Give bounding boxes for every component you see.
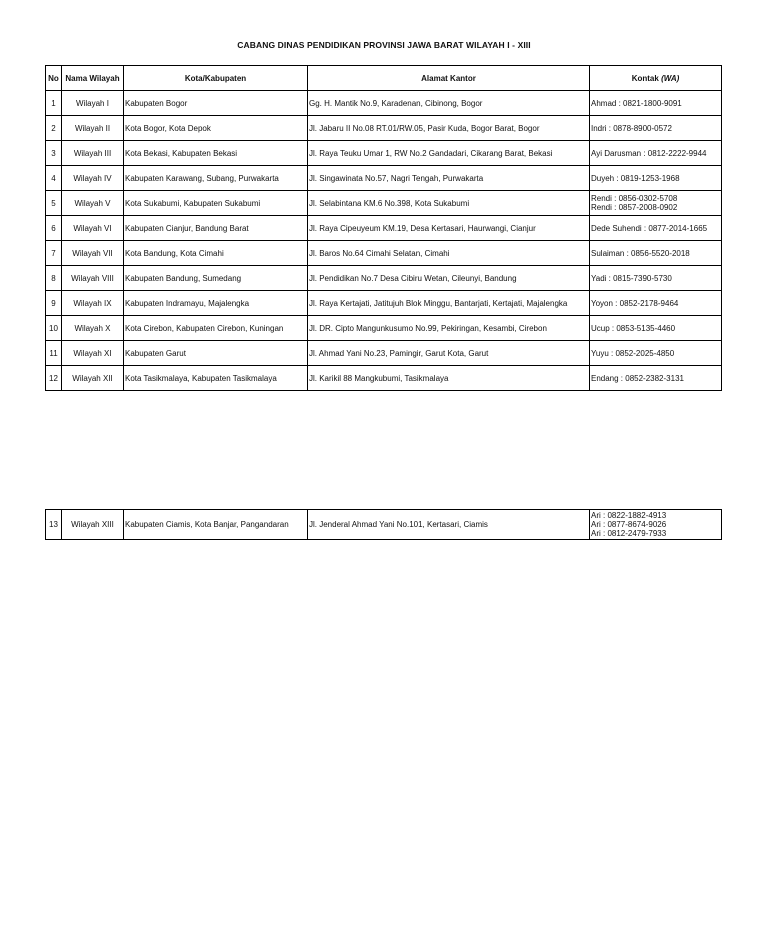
cell-kota: Kabupaten Bogor	[124, 91, 308, 116]
cell-wilayah: Wilayah XII	[62, 366, 124, 391]
cell-kontak: Dede Suhendi : 0877-2014-1665	[590, 216, 722, 241]
cell-no: 10	[46, 316, 62, 341]
table-row	[46, 266, 722, 291]
cell-kontak: Ahmad : 0821-1800-9091	[590, 91, 722, 116]
table-row	[46, 91, 722, 116]
cell-no: 4	[46, 166, 62, 191]
cell-kontak: Duyeh : 0819-1253-1968	[590, 166, 722, 191]
cell-no: 3	[46, 141, 62, 166]
cell-no: 5	[46, 191, 62, 216]
cell-wilayah: Wilayah III	[62, 141, 124, 166]
cell-kota: Kabupaten Bandung, Sumedang	[124, 266, 308, 291]
cell-kontak: Rendi : 0856-0302-5708 Rendi : 0857-2008-0902	[590, 191, 722, 216]
cell-kota: Kabupaten Karawang, Subang, Purwakarta	[124, 166, 308, 191]
table-header-row	[46, 66, 722, 91]
cell-wilayah: Wilayah VIII	[62, 266, 124, 291]
cell-alamat: Jl. Raya Kertajati, Jatitujuh Blok Minggu, Bantarjati, Kertajati, Majalengka	[308, 291, 590, 316]
wilayah-table	[45, 65, 722, 391]
cell-kontak: Yadi : 0815-7390-5730	[590, 266, 722, 291]
header-kota: Kota/Kabupaten	[124, 66, 308, 91]
cell-kota: Kota Sukabumi, Kabupaten Sukabumi	[124, 191, 308, 216]
table-row	[46, 510, 722, 540]
table-row	[46, 291, 722, 316]
cell-wilayah: Wilayah V	[62, 191, 124, 216]
table-row	[46, 116, 722, 141]
cell-no: 1	[46, 91, 62, 116]
cell-no: 9	[46, 291, 62, 316]
cell-alamat: Jl. Raya Cipeuyeum KM.19, Desa Kertasari, Haurwangi, Cianjur	[308, 216, 590, 241]
cell-kontak: Endang : 0852-2382-3131	[590, 366, 722, 391]
cell-no: 12	[46, 366, 62, 391]
cell-kontak: Sulaiman : 0856-5520-2018	[590, 241, 722, 266]
cell-no: 6	[46, 216, 62, 241]
table-row	[46, 241, 722, 266]
table-row	[46, 216, 722, 241]
cell-wilayah: Wilayah II	[62, 116, 124, 141]
cell-alamat: Jl. Ahmad Yani No.23, Pamingir, Garut Kota, Garut	[308, 341, 590, 366]
cell-alamat: Jl. Baros No.64 Cimahi Selatan, Cimahi	[308, 241, 590, 266]
cell-wilayah: Wilayah XIII	[62, 510, 124, 540]
cell-no: 7	[46, 241, 62, 266]
header-no: No	[46, 66, 62, 91]
cell-kontak: Indri : 0878-8900-0572	[590, 116, 722, 141]
header-alamat: Alamat Kantor	[308, 66, 590, 91]
cell-kota: Kabupaten Indramayu, Majalengka	[124, 291, 308, 316]
header-wilayah: Nama Wilayah	[62, 66, 124, 91]
table-row	[46, 166, 722, 191]
cell-kontak: Yoyon : 0852-2178-9464	[590, 291, 722, 316]
table-row	[46, 316, 722, 341]
cell-no: 8	[46, 266, 62, 291]
cell-wilayah: Wilayah VI	[62, 216, 124, 241]
document-title: CABANG DINAS PENDIDIKAN PROVINSI JAWA BARAT WILAYAH I - XIII	[237, 40, 531, 50]
table-row	[46, 191, 722, 216]
cell-kota: Kabupaten Cianjur, Bandung Barat	[124, 216, 308, 241]
cell-no: 2	[46, 116, 62, 141]
cell-no: 13	[46, 510, 62, 540]
table-row	[46, 366, 722, 391]
wilayah-table-continued	[45, 509, 722, 540]
cell-wilayah: Wilayah I	[62, 91, 124, 116]
cell-kontak: Ucup : 0853-5135-4460	[590, 316, 722, 341]
cell-kota: Kota Bogor, Kota Depok	[124, 116, 308, 141]
cell-kontak: Yuyu : 0852-2025-4850	[590, 341, 722, 366]
cell-alamat: Jl. Pendidikan No.7 Desa Cibiru Wetan, Cileunyi, Bandung	[308, 266, 590, 291]
cell-kota: Kota Tasikmalaya, Kabupaten Tasikmalaya	[124, 366, 308, 391]
cell-wilayah: Wilayah XI	[62, 341, 124, 366]
cell-kota: Kota Bandung, Kota Cimahi	[124, 241, 308, 266]
header-kontak: Kontak (WA)	[590, 66, 722, 91]
cell-kota: Kota Cirebon, Kabupaten Cirebon, Kuningan	[124, 316, 308, 341]
cell-alamat: Jl. Singawinata No.57, Nagri Tengah, Purwakarta	[308, 166, 590, 191]
cell-kota: Kabupaten Ciamis, Kota Banjar, Pangandaran	[124, 510, 308, 540]
cell-alamat: Jl. Jenderal Ahmad Yani No.101, Kertasari, Ciamis	[308, 510, 590, 540]
cell-kontak: Ayi Darusman : 0812-2222-9944	[590, 141, 722, 166]
cell-alamat: Jl. DR. Cipto Mangunkusumo No.99, Pekiringan, Kesambi, Cirebon	[308, 316, 590, 341]
cell-alamat: Jl. Raya Teuku Umar 1, RW No.2 Gandadari, Cikarang Barat, Bekasi	[308, 141, 590, 166]
cell-kota: Kota Bekasi, Kabupaten Bekasi	[124, 141, 308, 166]
cell-wilayah: Wilayah IV	[62, 166, 124, 191]
cell-alamat: Gg. H. Mantik No.9, Karadenan, Cibinong, Bogor	[308, 91, 590, 116]
cell-alamat: Jl. Jabaru II No.08 RT.01/RW.05, Pasir Kuda, Bogor Barat, Bogor	[308, 116, 590, 141]
cell-wilayah: Wilayah VII	[62, 241, 124, 266]
table-row	[46, 341, 722, 366]
cell-alamat: Jl. Selabintana KM.6 No.398, Kota Sukabumi	[308, 191, 590, 216]
cell-wilayah: Wilayah IX	[62, 291, 124, 316]
cell-no: 11	[46, 341, 62, 366]
cell-wilayah: Wilayah X	[62, 316, 124, 341]
cell-alamat: Jl. Karikil 88 Mangkubumi, Tasikmalaya	[308, 366, 590, 391]
cell-kontak: Ari : 0822-1882-4913 Ari : 0877-8674-9026 Ari : 0812-2479-7933	[590, 510, 722, 540]
cell-kota: Kabupaten Garut	[124, 341, 308, 366]
table-row	[46, 141, 722, 166]
